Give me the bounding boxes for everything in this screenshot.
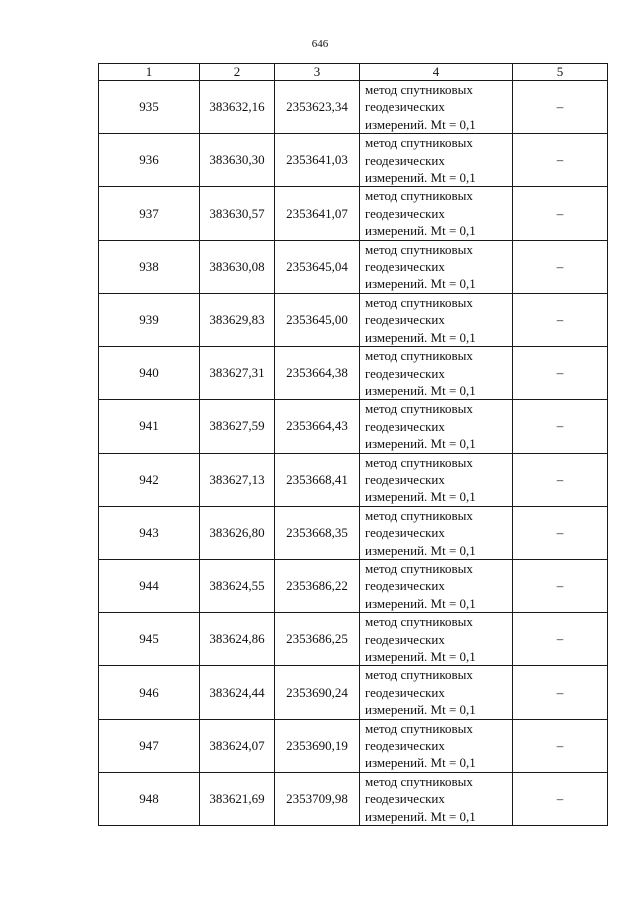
point-number-cell: 939 [99, 293, 200, 346]
table-row [99, 559, 608, 612]
note-cell: – [513, 134, 608, 187]
point-number-cell: 942 [99, 453, 200, 506]
note-cell: – [513, 559, 608, 612]
point-number-cell: 948 [99, 772, 200, 825]
x-coordinate-cell: 383632,16 [200, 81, 275, 134]
method-cell: метод спутниковых геодезических измерений. Mt = 0,1 [360, 666, 513, 719]
x-coordinate-cell: 383624,55 [200, 559, 275, 612]
x-coordinate-cell: 383627,13 [200, 453, 275, 506]
point-number-cell: 935 [99, 81, 200, 134]
y-coordinate-cell: 2353686,25 [275, 613, 360, 666]
point-number-cell: 943 [99, 506, 200, 559]
point-number-cell: 936 [99, 134, 200, 187]
table-row [99, 506, 608, 559]
method-cell: метод спутниковых геодезических измерений. Mt = 0,1 [360, 134, 513, 187]
table-row [99, 81, 608, 134]
y-coordinate-cell: 2353641,07 [275, 187, 360, 240]
note-cell: – [513, 506, 608, 559]
x-coordinate-cell: 383624,07 [200, 719, 275, 772]
x-coordinate-cell: 383630,30 [200, 134, 275, 187]
table-header-row [99, 64, 608, 81]
method-cell: метод спутниковых геодезических измерений. Mt = 0,1 [360, 347, 513, 400]
method-cell: метод спутниковых геодезических измерений. Mt = 0,1 [360, 506, 513, 559]
point-number-cell: 940 [99, 347, 200, 400]
point-number-cell: 938 [99, 240, 200, 293]
y-coordinate-cell: 2353668,35 [275, 506, 360, 559]
table-row [99, 772, 608, 825]
table-row [99, 134, 608, 187]
table-row [99, 187, 608, 240]
y-coordinate-cell: 2353641,03 [275, 134, 360, 187]
table-row [99, 613, 608, 666]
x-coordinate-cell: 383621,69 [200, 772, 275, 825]
table-row [99, 719, 608, 772]
x-coordinate-cell: 383630,08 [200, 240, 275, 293]
column-header-5: 5 [513, 64, 608, 81]
method-cell: метод спутниковых геодезических измерений. Mt = 0,1 [360, 81, 513, 134]
column-header-3: 3 [275, 64, 360, 81]
note-cell: – [513, 400, 608, 453]
column-header-2: 2 [200, 64, 275, 81]
y-coordinate-cell: 2353709,98 [275, 772, 360, 825]
table-row [99, 240, 608, 293]
y-coordinate-cell: 2353668,41 [275, 453, 360, 506]
y-coordinate-cell: 2353686,22 [275, 559, 360, 612]
page-number: 646 [311, 38, 329, 50]
y-coordinate-cell: 2353664,38 [275, 347, 360, 400]
method-cell: метод спутниковых геодезических измерений. Mt = 0,1 [360, 719, 513, 772]
table-row [99, 293, 608, 346]
method-cell: метод спутниковых геодезических измерений. Mt = 0,1 [360, 400, 513, 453]
y-coordinate-cell: 2353645,00 [275, 293, 360, 346]
y-coordinate-cell: 2353664,43 [275, 400, 360, 453]
table-row [99, 453, 608, 506]
note-cell: – [513, 293, 608, 346]
point-number-cell: 945 [99, 613, 200, 666]
note-cell: – [513, 453, 608, 506]
method-cell: метод спутниковых геодезических измерений. Mt = 0,1 [360, 613, 513, 666]
column-header-1: 1 [99, 64, 200, 81]
x-coordinate-cell: 383627,59 [200, 400, 275, 453]
x-coordinate-cell: 383627,31 [200, 347, 275, 400]
table-row [99, 666, 608, 719]
method-cell: метод спутниковых геодезических измерений. Mt = 0,1 [360, 453, 513, 506]
y-coordinate-cell: 2353623,34 [275, 81, 360, 134]
note-cell: – [513, 347, 608, 400]
note-cell: – [513, 666, 608, 719]
note-cell: – [513, 187, 608, 240]
note-cell: – [513, 772, 608, 825]
x-coordinate-cell: 383630,57 [200, 187, 275, 240]
method-cell: метод спутниковых геодезических измерений. Mt = 0,1 [360, 559, 513, 612]
note-cell: – [513, 613, 608, 666]
method-cell: метод спутниковых геодезических измерений. Mt = 0,1 [360, 293, 513, 346]
point-number-cell: 937 [99, 187, 200, 240]
coordinates-table [98, 63, 608, 826]
note-cell: – [513, 81, 608, 134]
table-row [99, 347, 608, 400]
column-header-4: 4 [360, 64, 513, 81]
x-coordinate-cell: 383624,86 [200, 613, 275, 666]
point-number-cell: 947 [99, 719, 200, 772]
x-coordinate-cell: 383626,80 [200, 506, 275, 559]
x-coordinate-cell: 383629,83 [200, 293, 275, 346]
y-coordinate-cell: 2353690,19 [275, 719, 360, 772]
y-coordinate-cell: 2353690,24 [275, 666, 360, 719]
point-number-cell: 946 [99, 666, 200, 719]
note-cell: – [513, 719, 608, 772]
method-cell: метод спутниковых геодезических измерений. Mt = 0,1 [360, 187, 513, 240]
y-coordinate-cell: 2353645,04 [275, 240, 360, 293]
point-number-cell: 944 [99, 559, 200, 612]
method-cell: метод спутниковых геодезических измерений. Mt = 0,1 [360, 772, 513, 825]
note-cell: – [513, 240, 608, 293]
point-number-cell: 941 [99, 400, 200, 453]
table-row [99, 400, 608, 453]
method-cell: метод спутниковых геодезических измерений. Mt = 0,1 [360, 240, 513, 293]
x-coordinate-cell: 383624,44 [200, 666, 275, 719]
